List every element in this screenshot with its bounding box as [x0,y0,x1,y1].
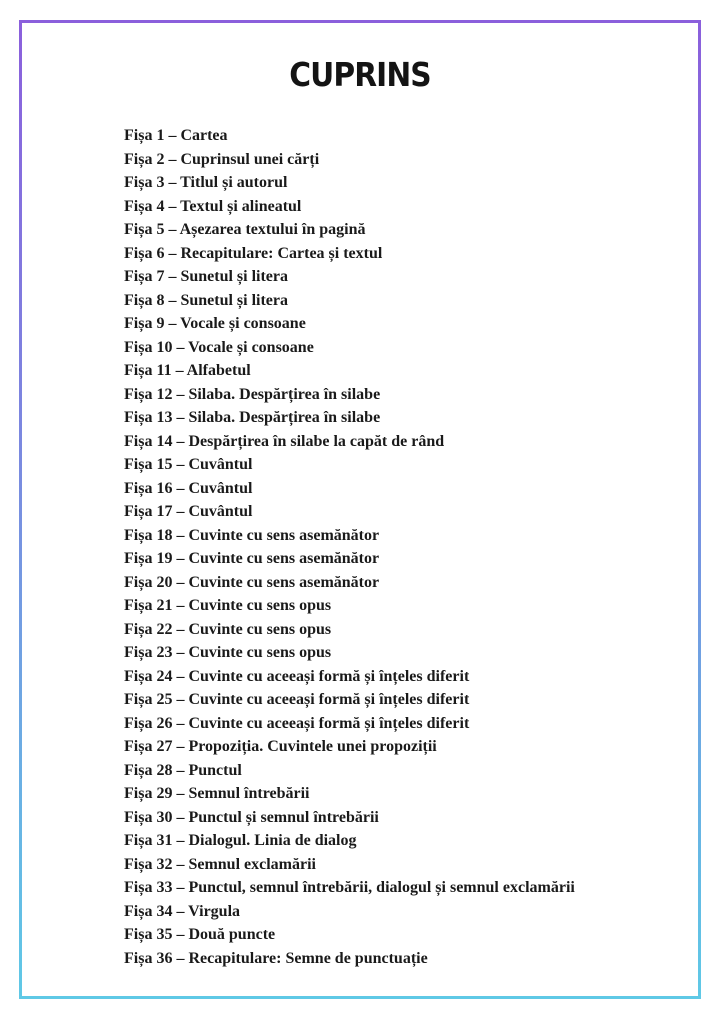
toc-entry: Fișa 26 – Cuvinte cu aceeași formă și înțeles diferit [124,714,470,732]
toc-entry: Fișa 10 – Vocale și consoane [124,338,314,356]
toc-entry: Fișa 28 – Punctul [124,761,242,779]
toc-entry: Fișa 31 – Dialogul. Linia de dialog [124,832,357,849]
page-title: CUPRINS [289,55,431,94]
toc-entry: Fișa 27 – Propoziția. Cuvintele unei propoziții [124,738,437,755]
toc-entry: Fișa 5 – Așezarea textului în pagină [124,221,366,238]
toc-entry: Fișa 20 – Cuvinte cu sens asemănător [124,573,380,591]
toc-entry: Fișa 17 – Cuvântul [124,503,253,520]
toc-entry: Fișa 1 – Cartea [124,127,228,144]
toc-entry: Fișa 9 – Vocale și consoane [124,315,306,332]
toc-entry: Fișa 15 – Cuvântul [124,456,253,473]
toc-entry: Fișa 29 – Semnul întrebării [124,785,310,802]
toc-entry: Fișa 14 – Despărțirea în silabe la capăt de rând [124,432,445,450]
toc-entry: Fișa 35 – Două puncte [124,926,276,943]
toc-entry: Fișa 22 – Cuvinte cu sens opus [124,620,332,638]
toc-entry: Fișa 19 – Cuvinte cu sens asemănător [124,550,380,567]
toc-entry: Fișa 16 – Cuvântul [124,479,253,497]
toc-entry: Fișa 13 – Silaba. Despărțirea în silabe [124,409,381,426]
toc-entry: Fișa 8 – Sunetul și litera [124,291,289,309]
toc-entry: Fișa 21 – Cuvinte cu sens opus [124,597,332,614]
toc-entry: Fișa 11 – Alfabetul [124,362,251,379]
toc-entry: Fișa 3 – Titlul și autorul [124,174,288,191]
toc-entry: Fișa 4 – Textul și alineatul [124,197,302,215]
toc-entry: Fișa 36 – Recapitulare: Semne de punctuație [124,949,428,967]
toc-entry: Fișa 12 – Silaba. Despărțirea în silabe [124,385,381,403]
toc-entry: Fișa 7 – Sunetul și litera [124,268,289,285]
toc-entry: Fișa 24 – Cuvinte cu aceeași formă și înțeles diferit [124,667,470,685]
toc-entry: Fișa 6 – Recapitulare: Cartea și textul [124,244,383,262]
table-of-contents [124,124,575,970]
toc-entry: Fișa 30 – Punctul și semnul întrebării [124,808,379,826]
toc-entry: Fișa 2 – Cuprinsul unei cărți [124,150,320,168]
toc-entry: Fișa 33 – Punctul, semnul întrebării, dialogul și semnul exclamării [124,879,575,896]
toc-entry: Fișa 25 – Cuvinte cu aceeași formă și înțeles diferit [124,691,470,708]
toc-entry: Fișa 34 – Virgula [124,902,241,920]
toc-entry: Fișa 23 – Cuvinte cu sens opus [124,644,332,661]
toc-entry: Fișa 18 – Cuvinte cu sens asemănător [124,526,380,544]
toc-entry: Fișa 32 – Semnul exclamării [124,855,316,873]
